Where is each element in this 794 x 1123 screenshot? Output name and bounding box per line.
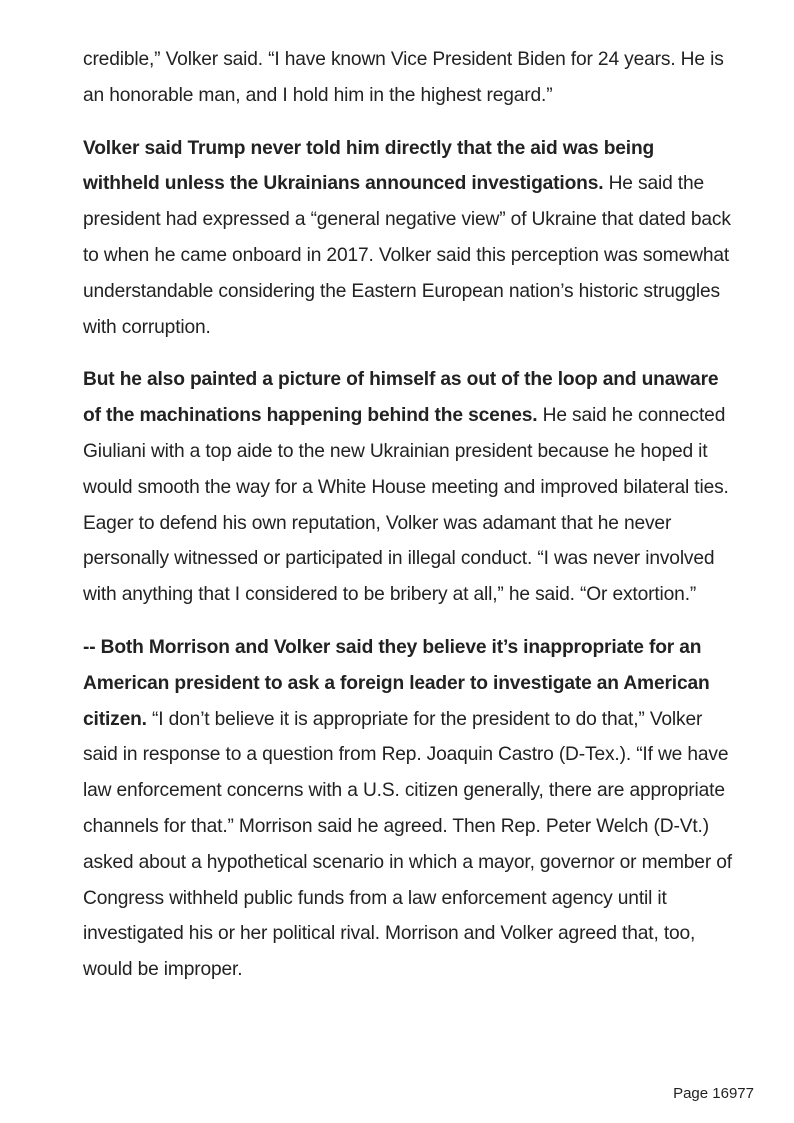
paragraph-1	[83, 42, 733, 114]
page-number: Page 16977	[673, 1085, 754, 1102]
paragraph-4-lead: -- Both Morrison and Volker said they believe it’s inappropriate for an American president to ask a foreign leader to investigate an American citizen.	[83, 636, 710, 730]
paragraph-2	[83, 131, 733, 346]
paragraph-3	[83, 362, 733, 613]
paragraph-4	[83, 630, 733, 988]
article-body	[83, 42, 733, 1005]
paragraph-2-lead: Volker said Trump never told him directly that the aid was being withheld unless the Ukrainians announced investigations.	[83, 137, 655, 195]
paragraph-3-lead: But he also painted a picture of himself as out of the loop and unaware of the machinations happening behind the scenes.	[83, 369, 719, 427]
paragraph-1-text: credible,” Volker said. “I have known Vice President Biden for 24 years. He is an honorable man, and I hold him in the highest regard.”	[83, 49, 724, 106]
paragraph-2-text: He said the president had expressed a “general negative view” of Ukraine that dated back to when he came onboard in 2017. Volker said this perception was somewhat understandable considering the Eastern European nation’s historic struggles with corruption.	[83, 173, 731, 338]
paragraph-4-text: “I don’t believe it is appropriate for the president to do that,” Volker said in response to a question from Rep. Joaquin Castro (D-Tex.). “If we have law enforcement concerns with a U.S. citizen generally, there are appropriate channels for that.” Morrison said he agreed. Then Rep. Peter Welch (D-Vt.) asked about a hypothetical scenario in which a mayor, governor or member of Congress withheld public funds from a law enforcement agency until it investigated his or her political rival. Morrison and Volker agreed that, too, would be improper.	[83, 708, 732, 981]
paragraph-3-text: He said he connected Giuliani with a top aide to the new Ukrainian president because he hoped it would smooth the way for a White House meeting and improved bilateral ties. Eager to defend his own reputation, Volker was adamant that he never personally witnessed or participated in illegal conduct. “I was never involved with anything that I considered to be bribery at all,” he said. “Or extortion.”	[83, 405, 729, 606]
